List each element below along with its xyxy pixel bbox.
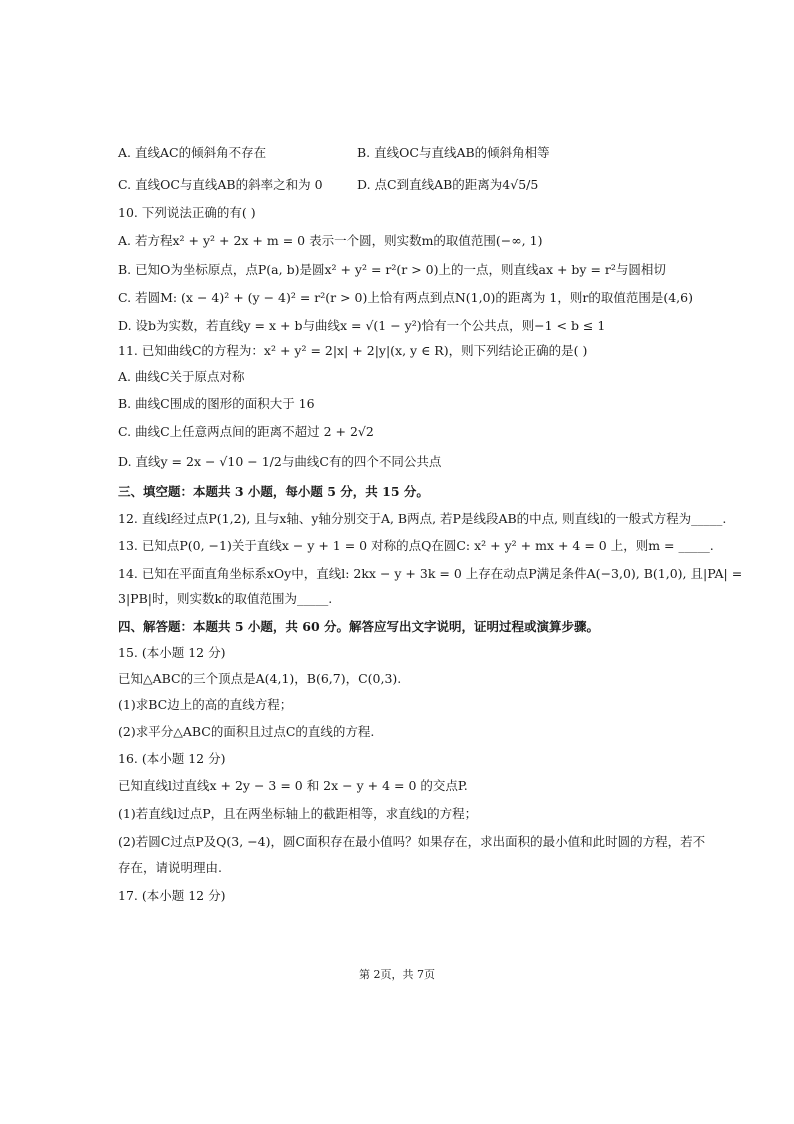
q10-option-c: C. 若圆M: (x − 4)² + (y − 4)² = r²(r > 0)上恰有两点到点N(1,0)的距离为 1，则r的取值范围是(4,6) <box>118 290 693 305</box>
q14-line1: 14. 已知在平面直角坐标系xOy中，直线l: 2kx − y + 3k = 0 上存在动点P满足条件A(−3,0), B(1,0), 且|PA| = <box>118 566 743 581</box>
q11-option-b: B. 曲线C围成的图形的面积大于 16 <box>118 396 315 411</box>
q17-title: 17. (本小题 12 分) <box>118 888 226 903</box>
section4-heading: 四、解答题：本题共 5 小题，共 60 分。解答应写出文字说明，证明过程或演算步骤。 <box>118 619 600 634</box>
q9-option-c: C. 直线OC与直线AB的斜率之和为 0 <box>118 177 323 192</box>
q12: 12. 直线l经过点P(1,2), 且与x轴、y轴分别交于A, B两点, 若P是线段AB的中点, 则直线l的一般式方程为_____. <box>118 511 727 526</box>
q10-option-d: D. 设b为实数，若直线y = x + b与曲线x = √(1 − y²)恰有一个公共点，则−1 < b ≤ 1 <box>118 318 606 333</box>
q10-option-a: A. 若方程x² + y² + 2x + m = 0 表示一个圆，则实数m的取值范围(−∞, 1) <box>118 233 543 248</box>
section3-heading: 三、填空题：本题共 3 小题，每小题 5 分，共 15 分。 <box>118 484 429 499</box>
q15-stem: 已知△ABC的三个顶点是A(4,1)，B(6,7)，C(0,3). <box>118 671 402 686</box>
q15-title: 15. (本小题 12 分) <box>118 645 226 660</box>
q10-stem: 10. 下列说法正确的有( ) <box>118 205 256 220</box>
q15-part1: (1)求BC边上的高的直线方程； <box>118 697 293 712</box>
q9-option-b: B. 直线OC与直线AB的倾斜角相等 <box>357 145 550 160</box>
page-footer: 第 2页，共 7页 <box>359 968 435 981</box>
q16-part2-line1: (2)若圆C过点P及Q(3, −4)，圆C面积存在最小值吗？如果存在，求出面积的最小值和此时圆的方程，若不 <box>118 834 706 849</box>
q11-option-c: C. 曲线C上任意两点间的距离不超过 2 + 2√2 <box>118 424 374 439</box>
q16-stem: 已知直线l过直线x + 2y − 3 = 0 和 2x − y + 4 = 0 的交点P. <box>118 778 468 793</box>
q11-stem: 11. 已知曲线C的方程为：x² + y² = 2|x| + 2|y|(x, y ∈ R)，则下列结论正确的是( ) <box>118 343 588 358</box>
q10-option-b: B. 已知O为坐标原点，点P(a, b)是圆x² + y² = r²(r > 0)上的一点，则直线ax + by = r²与圆相切 <box>118 262 666 277</box>
q16-title: 16. (本小题 12 分) <box>118 751 226 766</box>
q9-option-d: D. 点C到直线AB的距离为4√5/5 <box>357 177 539 192</box>
q16-part2-line2: 存在，请说明理由. <box>118 860 222 875</box>
q11-option-a: A. 曲线C关于原点对称 <box>118 369 245 384</box>
q9-option-a: A. 直线AC的倾斜角不存在 <box>118 145 267 160</box>
q15-part2: (2)求平分△ABC的面积且过点C的直线的方程. <box>118 724 375 739</box>
q14-line2: 3|PB|时，则实数k的取值范围为_____. <box>118 591 333 606</box>
q11-option-d: D. 直线y = 2x − √10 − 1/2与曲线C有的四个不同公共点 <box>118 454 442 469</box>
q16-part1: (1)若直线l过点P，且在两坐标轴上的截距相等，求直线l的方程； <box>118 806 478 821</box>
q13: 13. 已知点P(0, −1)关于直线x − y + 1 = 0 对称的点Q在圆C: x² + y² + mx + 4 = 0 上，则m = _____. <box>118 538 714 553</box>
